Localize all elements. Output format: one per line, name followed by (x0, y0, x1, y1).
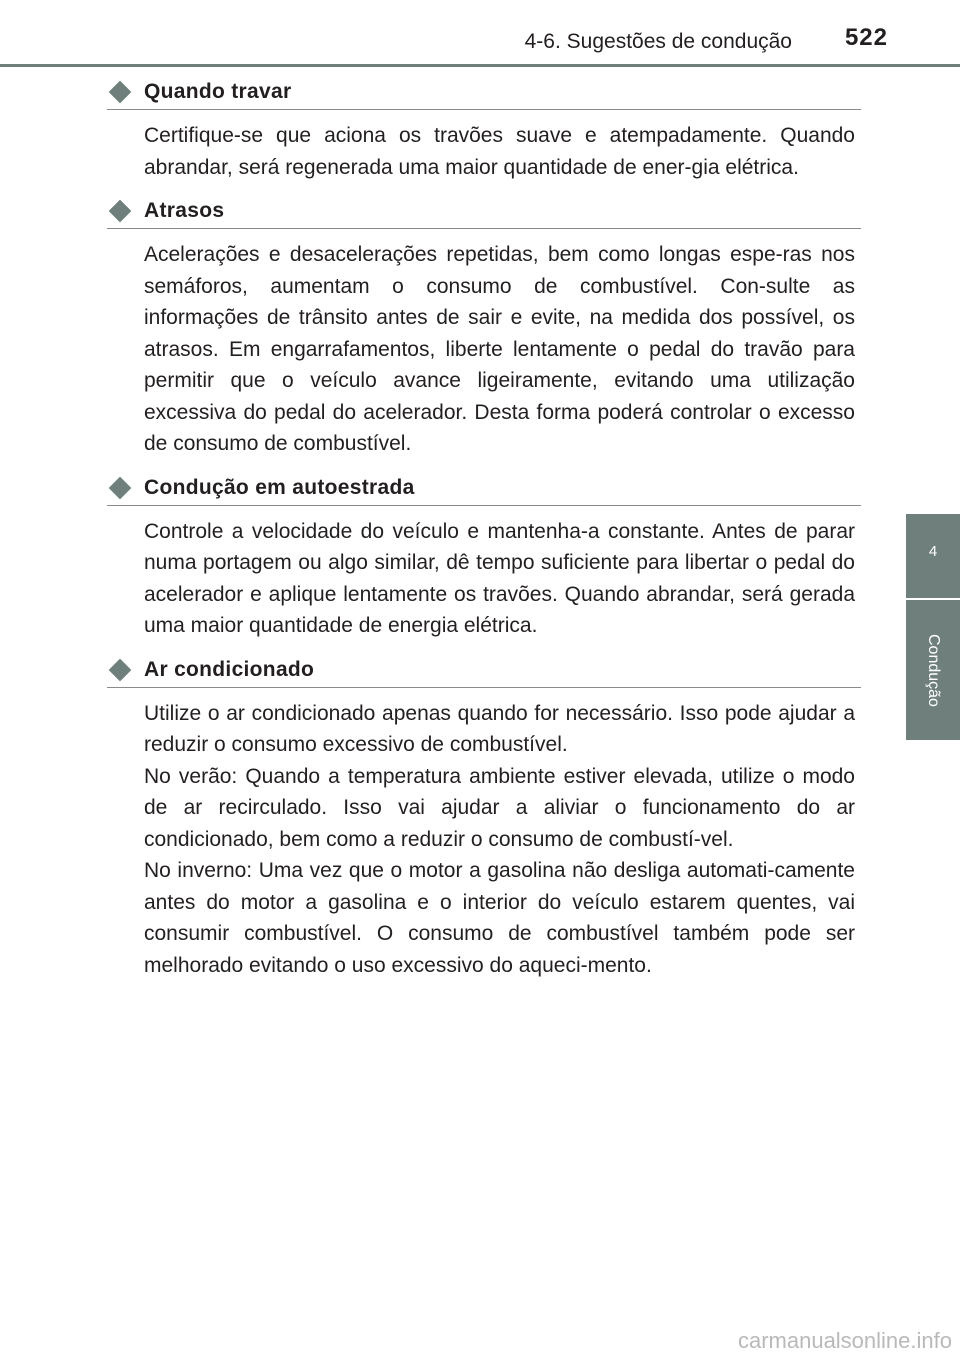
chapter-label: Condução (925, 633, 942, 707)
section-heading (107, 193, 861, 229)
header-divider (0, 64, 960, 67)
section-heading-label: Ar condicionado (144, 657, 315, 681)
page-content (107, 74, 861, 991)
page-number: 522 (844, 24, 888, 51)
section-air-conditioning (107, 652, 861, 982)
section-paragraph: Acelerações e desacelerações repetidas, bem como longas espe-ras nos semáforos, aumentam o consumo de combustível. Con-sulte as informações de trânsito antes de sair e evite, na medida dos possível, os atrasos. Em engarrafamentos, liberte lentamente o pedal do travão para permitir que o veículo avance ligeiramente, evitando uma utilização excessiva do pedal do acelerador. Desta forma poderá controlar o excesso de consumo de combustível. (144, 243, 855, 455)
watermark: carmanualsonline.info (737, 1328, 952, 1353)
diamond-bullet-icon (109, 476, 132, 499)
section-paragraph: Controle a velocidade do veículo e mantenha-a constante. Antes de parar numa portagem ou algo similar, dê tempo suficiente para libertar o pedal do acelerador e aplique lentamente os travões. Quando abrandar, será gerada uma maior quantidade de energia elétrica. (144, 519, 855, 637)
section-title: 4-6. Sugestões de condução (524, 30, 792, 53)
chapter-label-container (906, 600, 960, 740)
section-braking (107, 74, 861, 183)
diamond-bullet-icon (109, 658, 132, 681)
section-heading-label: Condução em autoestrada (144, 475, 415, 499)
section-paragraph: No inverno: Uma vez que o motor a gasolina não desliga automati-camente antes do motor a gasolina e o interior do veículo estarem quentes, vai consumir combustível. O consumo de combustível também pode ser melhorado evitando o uso excessivo do aqueci-mento. (144, 859, 855, 977)
section-paragraph: Certifique-se que aciona os travões suave e atempadamente. Quando abrandar, será regenerada uma maior quantidade de ener-gia elétrica. (144, 124, 855, 179)
diamond-bullet-icon (109, 200, 132, 223)
section-delays (107, 193, 861, 460)
diamond-bullet-icon (109, 81, 132, 104)
section-highway (107, 470, 861, 642)
section-heading (107, 74, 861, 110)
section-heading (107, 470, 861, 506)
page-header (0, 0, 960, 60)
section-heading-label: Quando travar (144, 80, 292, 103)
chapter-tab (906, 514, 960, 598)
chapter-number: 4 (928, 543, 938, 560)
section-paragraph: No verão: Quando a temperatura ambiente estiver elevada, utilize o modo de ar recirculado. Isso vai ajudar a aliviar o funcionamento do ar condicionado, bem como a reduzir o consumo de combustí-vel. (144, 764, 855, 851)
section-heading (107, 652, 861, 688)
section-paragraph: Utilize o ar condicionado apenas quando for necessário. Isso pode ajudar a reduzir o consumo excessivo de combustível. (144, 701, 855, 756)
section-heading-label: Atrasos (144, 199, 225, 222)
